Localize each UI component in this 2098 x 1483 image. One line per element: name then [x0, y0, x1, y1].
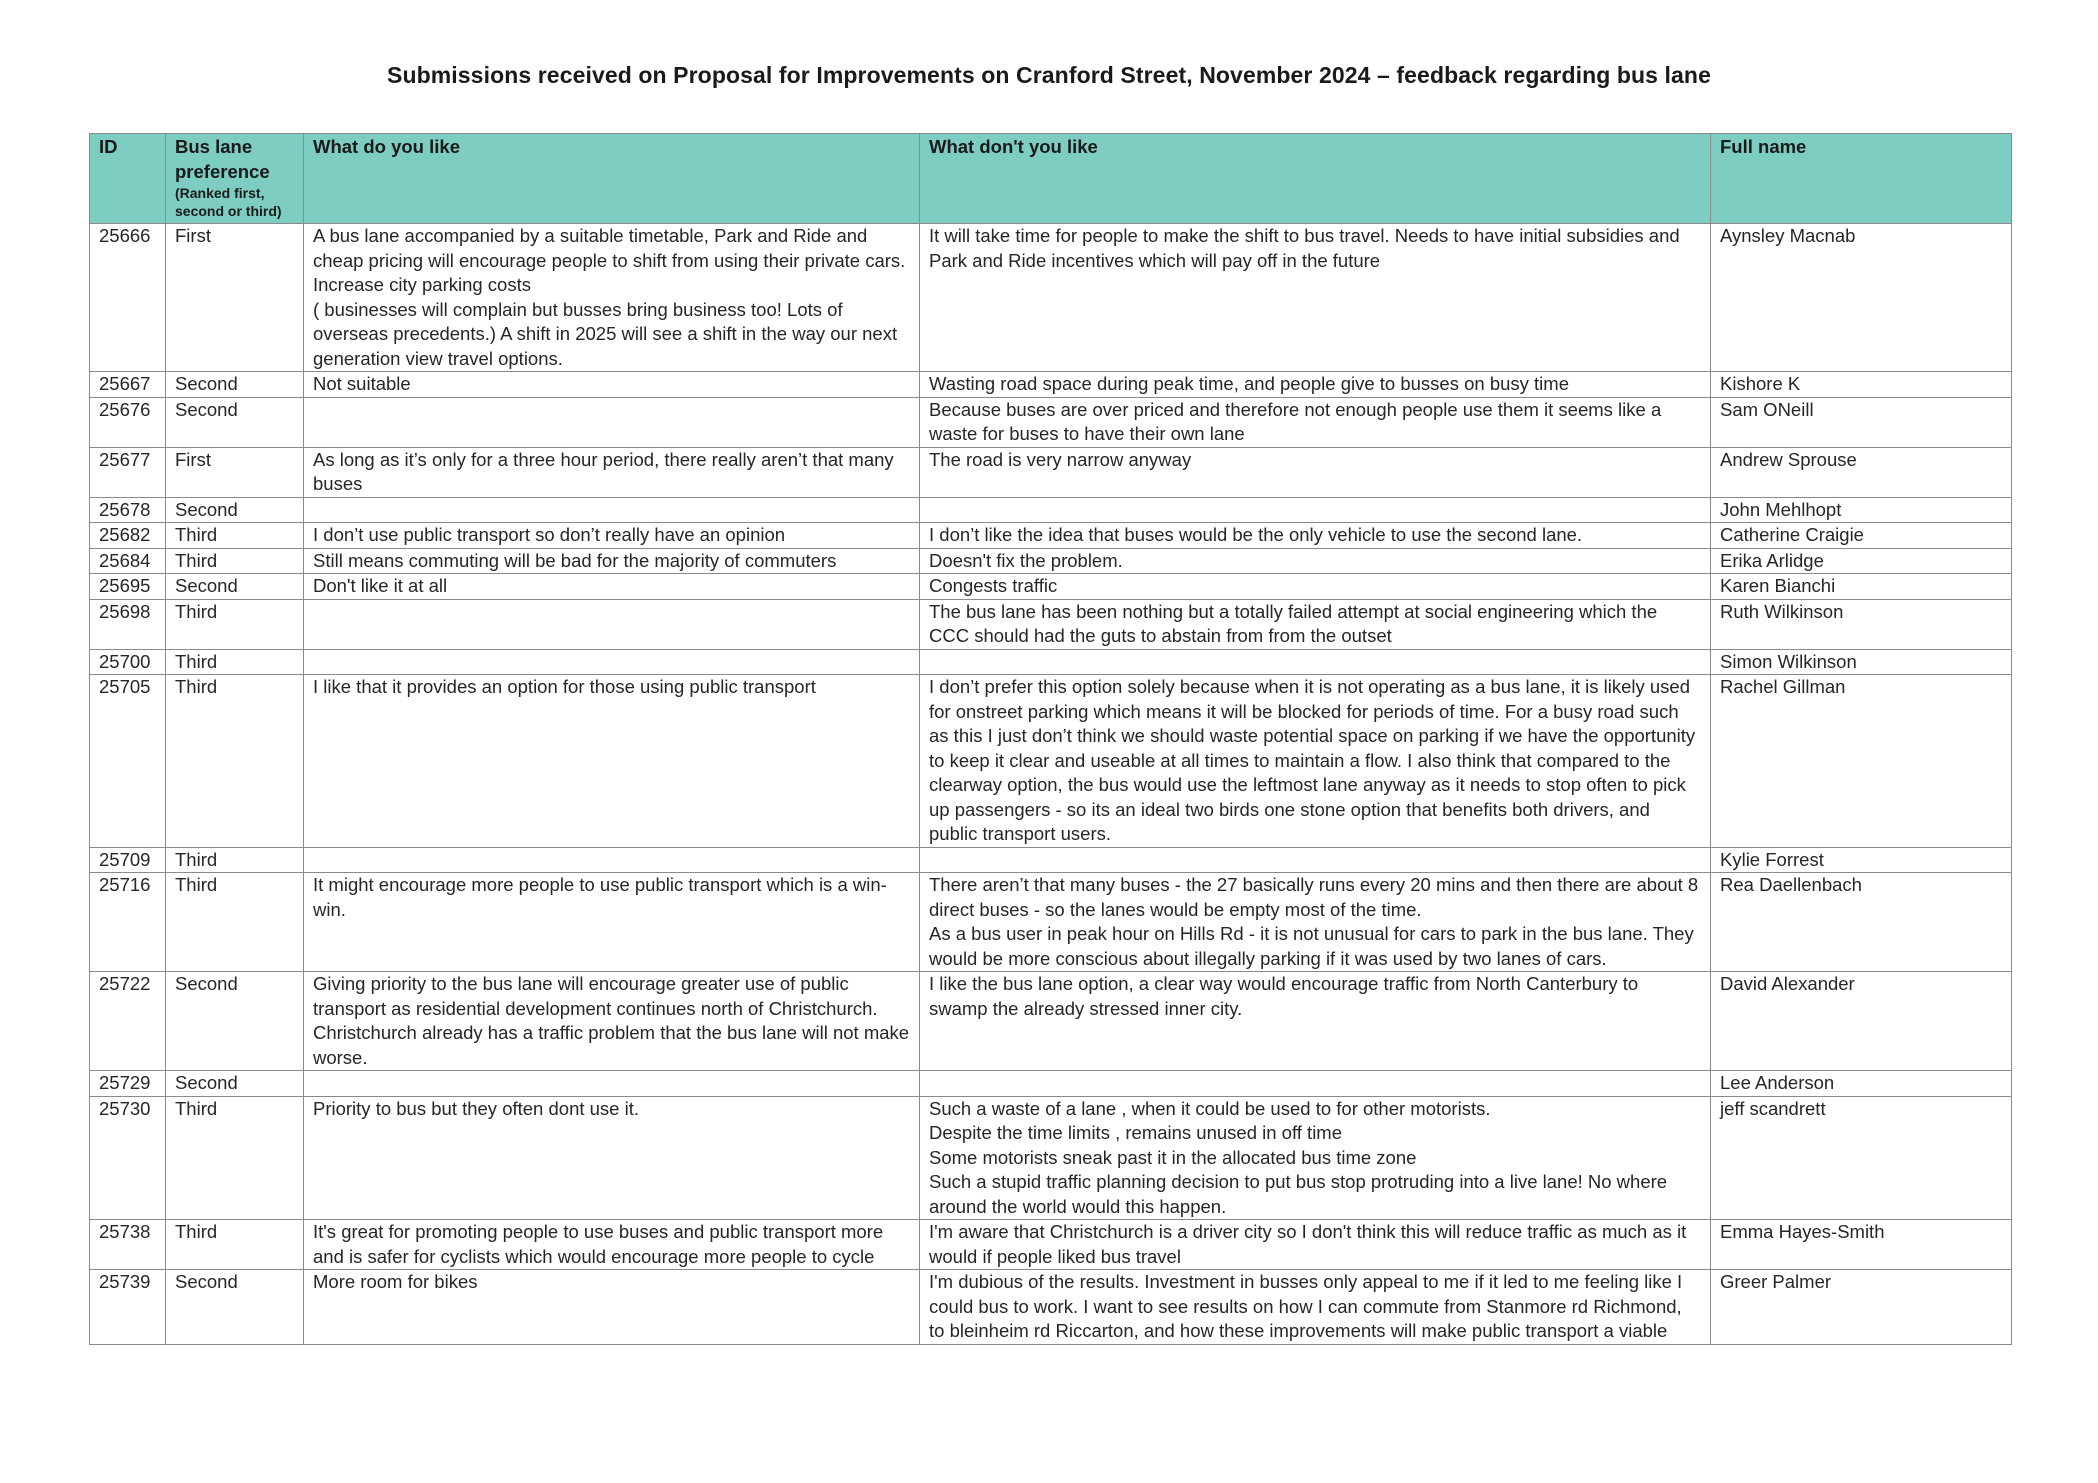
- header-like: What do you like: [304, 134, 920, 224]
- table-row: [90, 574, 2012, 600]
- cell-preference: Third: [166, 1096, 304, 1220]
- cell-dislike: Wasting road space during peak time, and people give to busses on busy time: [920, 372, 1711, 398]
- header-dislike: What don't you like: [920, 134, 1711, 224]
- cell-like: [304, 397, 920, 447]
- table-row: [90, 497, 2012, 523]
- cell-preference: Second: [166, 497, 304, 523]
- cell-preference: Third: [166, 548, 304, 574]
- cell-dislike: It will take time for people to make the shift to bus travel. Needs to have initial subsidies and Park and Ride incentives which will pay off in the future: [920, 224, 1711, 372]
- cell-preference: Third: [166, 649, 304, 675]
- table-header-row: [90, 134, 2012, 224]
- cell-id: 25722: [90, 972, 166, 1071]
- cell-like: [304, 497, 920, 523]
- cell-id: 25738: [90, 1220, 166, 1270]
- page-title: Submissions received on Proposal for Improvements on Cranford Street, November 2024 – feedback regarding bus lane: [387, 62, 1711, 88]
- cell-id: 25677: [90, 447, 166, 497]
- cell-preference: Third: [166, 523, 304, 549]
- cell-name: jeff scandrett: [1711, 1096, 2012, 1220]
- cell-dislike: I like the bus lane option, a clear way would encourage traffic from North Canterbury to swamp the already stressed inner city.: [920, 972, 1711, 1071]
- header-name: Full name: [1711, 134, 2012, 224]
- table-row: [90, 1270, 2012, 1345]
- cell-dislike: Because buses are over priced and therefore not enough people use them it seems like a waste for buses to have their own lane: [920, 397, 1711, 447]
- cell-name: Erika Arlidge: [1711, 548, 2012, 574]
- table-row: [90, 523, 2012, 549]
- cell-name: David Alexander: [1711, 972, 2012, 1071]
- table-row: [90, 649, 2012, 675]
- cell-like: As long as it’s only for a three hour period, there really aren’t that many buses: [304, 447, 920, 497]
- cell-dislike: Doesn't fix the problem.: [920, 548, 1711, 574]
- cell-preference: Third: [166, 873, 304, 972]
- header-preference-note: (Ranked first, second or third): [175, 185, 282, 219]
- cell-name: Kishore K: [1711, 372, 2012, 398]
- cell-name: Kylie Forrest: [1711, 847, 2012, 873]
- cell-dislike: [920, 847, 1711, 873]
- cell-name: Emma Hayes-Smith: [1711, 1220, 2012, 1270]
- cell-id: 25730: [90, 1096, 166, 1220]
- cell-id: 25678: [90, 497, 166, 523]
- submissions-table: [89, 133, 2012, 1345]
- cell-name: Sam ONeill: [1711, 397, 2012, 447]
- table-row: [90, 873, 2012, 972]
- cell-preference: First: [166, 224, 304, 372]
- cell-id: 25705: [90, 675, 166, 848]
- cell-like: [304, 847, 920, 873]
- cell-name: Greer Palmer: [1711, 1270, 2012, 1345]
- cell-like: More room for bikes: [304, 1270, 920, 1345]
- cell-preference: Second: [166, 972, 304, 1071]
- cell-like: Still means commuting will be bad for the majority of commuters: [304, 548, 920, 574]
- header-id: ID: [90, 134, 166, 224]
- cell-like: Giving priority to the bus lane will encourage greater use of public transport as residential development continues north of Christchurch. Christchurch already has a traffic problem that the bus lane will not make worse.: [304, 972, 920, 1071]
- cell-preference: Second: [166, 574, 304, 600]
- cell-name: Simon Wilkinson: [1711, 649, 2012, 675]
- cell-name: Aynsley Macnab: [1711, 224, 2012, 372]
- cell-id: 25698: [90, 599, 166, 649]
- table-row: [90, 548, 2012, 574]
- table-row: [90, 224, 2012, 372]
- cell-like: [304, 649, 920, 675]
- table-row: [90, 372, 2012, 398]
- cell-id: 25695: [90, 574, 166, 600]
- cell-like: Priority to bus but they often dont use it.: [304, 1096, 920, 1220]
- table-row: [90, 447, 2012, 497]
- cell-preference: Third: [166, 847, 304, 873]
- cell-preference: Third: [166, 675, 304, 848]
- cell-preference: Third: [166, 1220, 304, 1270]
- cell-id: 25667: [90, 372, 166, 398]
- cell-like: I don’t use public transport so don’t really have an opinion: [304, 523, 920, 549]
- cell-preference: Second: [166, 1071, 304, 1097]
- cell-dislike: I'm dubious of the results. Investment in busses only appeal to me if it led to me feeling like I could bus to work. I want to see results on how I can commute from Stanmore rd Richmond, to bleinheim rd Riccarton, and how these improvements will make public transport a viable: [920, 1270, 1711, 1345]
- table-row: [90, 1220, 2012, 1270]
- cell-dislike: I don’t like the idea that buses would be the only vehicle to use the second lane.: [920, 523, 1711, 549]
- cell-dislike: [920, 649, 1711, 675]
- cell-like: Not suitable: [304, 372, 920, 398]
- cell-like: A bus lane accompanied by a suitable timetable, Park and Ride and cheap pricing will encourage people to shift from using their private cars. Increase city parking costs ( businesses will complain but busses bring business too! Lots of overseas precedents.) A shift in 2025 will see a shift in the way our next generation view travel options.: [304, 224, 920, 372]
- cell-id: 25709: [90, 847, 166, 873]
- cell-preference: Second: [166, 372, 304, 398]
- table-row: [90, 599, 2012, 649]
- cell-id: 25666: [90, 224, 166, 372]
- cell-dislike: [920, 497, 1711, 523]
- table-row: [90, 1071, 2012, 1097]
- cell-name: John Mehlhopt: [1711, 497, 2012, 523]
- table-row: [90, 397, 2012, 447]
- cell-id: 25684: [90, 548, 166, 574]
- cell-like: I like that it provides an option for those using public transport: [304, 675, 920, 848]
- cell-like: [304, 599, 920, 649]
- cell-id: 25716: [90, 873, 166, 972]
- cell-like: It might encourage more people to use public transport which is a win-win.: [304, 873, 920, 972]
- cell-dislike: I'm aware that Christchurch is a driver city so I don't think this will reduce traffic as much as it would if people liked bus travel: [920, 1220, 1711, 1270]
- cell-name: Ruth Wilkinson: [1711, 599, 2012, 649]
- cell-dislike: The road is very narrow anyway: [920, 447, 1711, 497]
- table-body: [90, 224, 2012, 1345]
- cell-name: Andrew Sprouse: [1711, 447, 2012, 497]
- cell-name: Rachel Gillman: [1711, 675, 2012, 848]
- table-row: [90, 1096, 2012, 1220]
- cell-like: It's great for promoting people to use buses and public transport more and is safer for cyclists which would encourage more people to cycle: [304, 1220, 920, 1270]
- cell-preference: First: [166, 447, 304, 497]
- submissions-table-container: [89, 133, 2011, 1345]
- cell-id: 25729: [90, 1071, 166, 1097]
- cell-name: Catherine Craigie: [1711, 523, 2012, 549]
- cell-preference: Second: [166, 1270, 304, 1345]
- cell-dislike: The bus lane has been nothing but a totally failed attempt at social engineering which the CCC should had the guts to abstain from from the outset: [920, 599, 1711, 649]
- table-row: [90, 675, 2012, 848]
- cell-id: 25700: [90, 649, 166, 675]
- table-row: [90, 847, 2012, 873]
- table-row: [90, 972, 2012, 1071]
- cell-preference: Third: [166, 599, 304, 649]
- cell-name: Lee Anderson: [1711, 1071, 2012, 1097]
- cell-id: 25739: [90, 1270, 166, 1345]
- cell-like: Don't like it at all: [304, 574, 920, 600]
- cell-dislike: There aren’t that many buses - the 27 basically runs every 20 mins and then there are about 8 direct buses - so the lanes would be empty most of the time. As a bus user in peak hour on Hills Rd - it is not unusual for cars to park in the bus lane. They would be more conscious about illegally parking if it was used by two lanes of cars.: [920, 873, 1711, 972]
- cell-dislike: Such a waste of a lane , when it could be used to for other motorists. Despite the time limits , remains unused in off time Some motorists sneak past it in the allocated bus time zone Such a stupid traffic planning decision to put bus stop protruding into a live lane! No where around the world would this happen.: [920, 1096, 1711, 1220]
- header-preference-label: Bus lane preference: [175, 136, 270, 182]
- cell-name: Karen Bianchi: [1711, 574, 2012, 600]
- cell-dislike: I don’t prefer this option solely because when it is not operating as a bus lane, it is likely used for onstreet parking which means it will be blocked for periods of time. For a busy road such as this I just don’t think we should waste potential space on parking if we have the opportunity to keep it clear and useable at all times to maintain a flow. I also think that compared to the clearway option, the bus would use the leftmost lane anyway as it needs to stop often to pick up passengers - so its an ideal two birds one stone option that benefits both drivers, and public transport users.: [920, 675, 1711, 848]
- cell-dislike: Congests traffic: [920, 574, 1711, 600]
- cell-preference: Second: [166, 397, 304, 447]
- header-preference: [166, 134, 304, 224]
- cell-dislike: [920, 1071, 1711, 1097]
- cell-name: Rea Daellenbach: [1711, 873, 2012, 972]
- cell-like: [304, 1071, 920, 1097]
- cell-id: 25682: [90, 523, 166, 549]
- cell-id: 25676: [90, 397, 166, 447]
